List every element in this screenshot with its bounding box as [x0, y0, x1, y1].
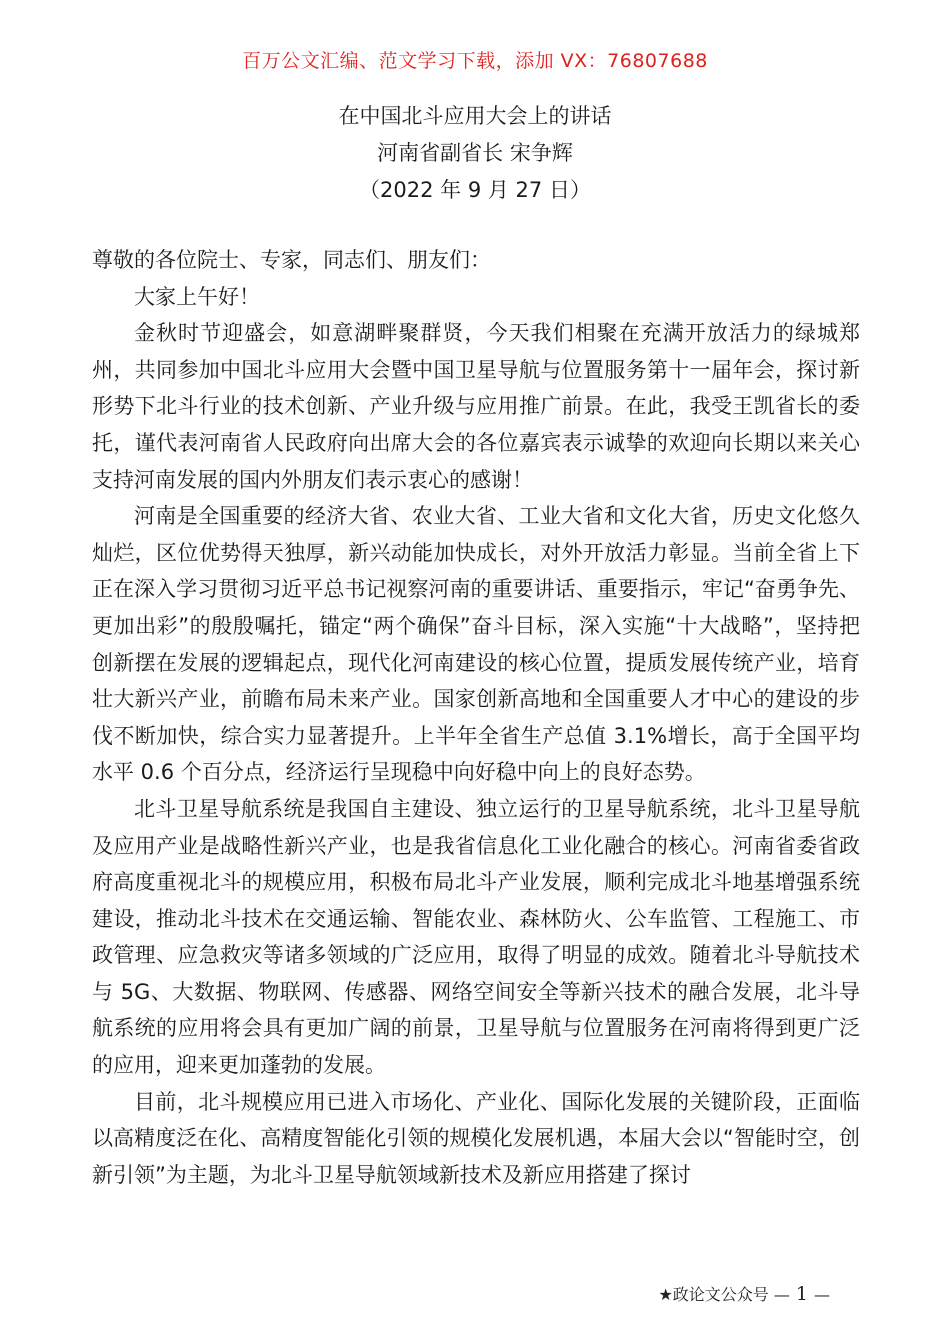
page-footer: [658, 1282, 830, 1305]
salutation: 尊敬的各位院士、专家，同志们、朋友们：: [92, 248, 491, 272]
title-block: [0, 98, 950, 209]
paragraph-3: 北斗卫星导航系统是我国自主建设、独立运行的卫星导航系统，北斗卫星导航及应用产业是战略性新兴产业，也是我省信息化工业化融合的核心。河南省委省政府高度重视北斗的规模应用，积极布局北斗产业发展，顺利完成北斗地基增强系统建设，推动北斗技术在交通运输、智能农业、森林防火、公车监管、工程施工、市政管理、应急救灾等诸多领域的广泛应用，取得了明显的成效。随着北斗导航技术与 5G、大数据、物联网、传感器、网络空间安全等新兴技术的融合发展，北斗导航系统的应用将会具有更加广阔的前景，卫星导航与位置服务在河南将得到更广泛的应用，迎来更加蓬勃的发展。: [92, 796, 860, 1078]
speech-body: [92, 242, 860, 1193]
footer-source: ★政论文公众号: [658, 1285, 769, 1304]
watermark-banner: 百万公文汇编、范文学习下载，添加 VX：76807688: [242, 50, 708, 72]
page-number: 1: [795, 1283, 808, 1305]
speech-date: （2022 年 9 月 27 日）: [359, 178, 591, 202]
speech-title: 在中国北斗应用大会上的讲话: [338, 104, 612, 128]
paragraph-4: 目前，北斗规模应用已进入市场化、产业化、国际化发展的关键阶段，正面临以高精度泛在化、高精度智能化引领的规模化发展机遇，本届大会以“智能时空，创新引领”为主题，为北斗卫星导航领域新技术及新应用搭建了探讨: [92, 1089, 860, 1187]
greeting: 大家上午好！: [134, 284, 260, 309]
paragraph-1: 金秋时节迎盛会，如意湖畔聚群贤，今天我们相聚在充满开放活力的绿城郑州，共同参加中国北斗应用大会暨中国卫星导航与位置服务第十一届年会，探讨新形势下北斗行业的技术创新、产业升级与应用推广前景。在此，我受王凯省长的委托，谨代表河南省人民政府向出席大会的各位嘉宾表示诚挚的欢迎向长期以来关心支持河南发展的国内外朋友们表示衷心的感谢！: [92, 321, 860, 492]
paragraph-2: 河南是全国重要的经济大省、农业大省、工业大省和文化大省，历史文化悠久灿烂，区位优势得天独厚，新兴动能加快成长，对外开放活力彰显。当前全省上下正在深入学习贯彻习近平总书记视察河南的重要讲话、重要指示，牢记“奋勇争先、更加出彩”的殷殷嘱托，锚定“两个确保”奋斗目标，深入实施“十大战略”，坚持把创新摆在发展的逻辑起点，现代化河南建设的核心位置，提质发展传统产业，培育壮大新兴产业，前瞻布局未来产业。国家创新高地和全国重要人才中心的建设的步伐不断加快，综合实力显著提升。上半年全省生产总值 3.1%增长，高于全国平均水平 0.6 个百分点，经济运行呈现稳中向好稳中向上的良好态势。: [92, 504, 860, 785]
footer-dash-right: —: [814, 1285, 830, 1304]
footer-dash-left: —: [773, 1285, 790, 1304]
speaker-line: 河南省副省长 宋争辉: [377, 141, 573, 165]
